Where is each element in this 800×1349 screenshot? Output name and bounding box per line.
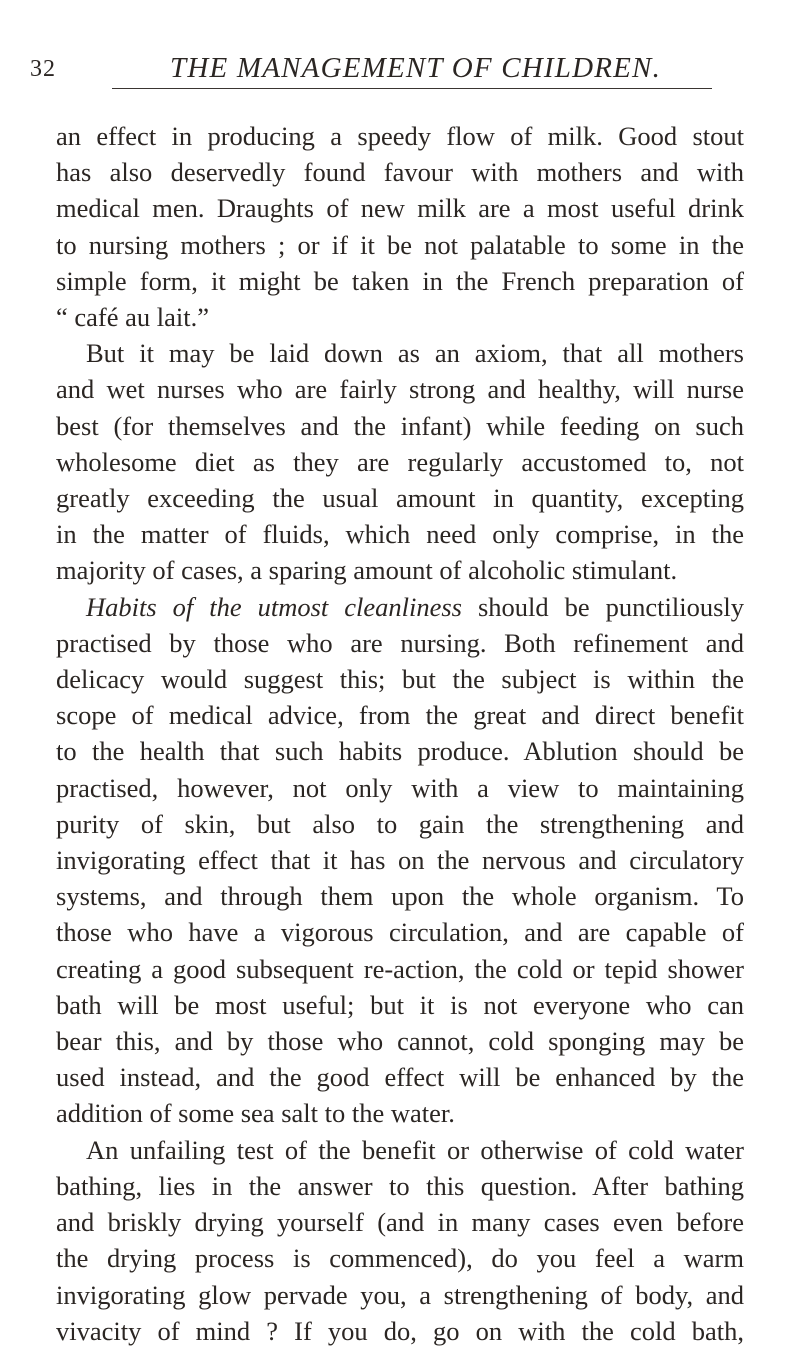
text-line: and wet nurses who are fairly strong and healthy, will nurse: [56, 374, 744, 405]
page-number: 32: [30, 56, 56, 82]
text-line: greatly exceeding the usual amount in quantity, excepting: [56, 483, 744, 514]
body-text: [56, 118, 744, 1349]
text-line: purity of skin, but also to gain the strengthening and: [56, 808, 744, 839]
paragraph-2: [56, 335, 744, 588]
text-line: majority of cases, a sparing amount of alcoholic stimulant.: [56, 555, 678, 586]
text-line: the drying process is commenced), do you feel a warm: [56, 1243, 744, 1274]
header-rule: [112, 88, 712, 89]
text-line: But it may be laid down as an axiom, that all mothers: [86, 338, 744, 369]
text-line: scope of medical advice, from the great and direct benefit: [56, 700, 744, 731]
text-line: invigorating effect that it has on the nervous and circulatory: [56, 845, 744, 876]
text-line: addition of some sea salt to the water.: [56, 1098, 455, 1129]
text-line: practised, however, not only with a view to maintaining: [56, 772, 744, 803]
text-line: creating a good subsequent re-action, the cold or tepid shower: [56, 953, 744, 984]
text-line: simple form, it might be taken in the French preparation of: [56, 265, 744, 296]
text-line: an effect in producing a speedy flow of milk. Good stout: [56, 121, 744, 151]
text-line: to nursing mothers ; or if it be not palatable to some in the: [56, 229, 744, 260]
paragraph-1: [56, 118, 744, 335]
paragraph-4: [56, 1132, 744, 1349]
text-line: invigorating glow pervade you, a strengthening of body, and: [56, 1279, 744, 1310]
text-line: to the health that such habits produce. Ablution should be: [56, 736, 744, 767]
text-line: “ café au lait.”: [56, 302, 209, 333]
text-line: bathing, lies in the answer to this question. After bathing: [56, 1170, 744, 1201]
text-line: and briskly drying yourself (and in many cases even before: [56, 1207, 744, 1238]
text-line: in the matter of fluids, which need only comprise, in the: [56, 519, 744, 550]
text-line: vivacity of mind ? If you do, go on with the cold bath,: [56, 1315, 744, 1346]
text-line: has also deservedly found favour with mothers and with: [56, 157, 744, 188]
page-header: [30, 50, 770, 90]
text-line: medical men. Draughts of new milk are a most useful drink: [56, 193, 744, 224]
text-line: systems, and through them upon the whole organism. To: [56, 881, 744, 912]
text-line: bath will be most useful; but it is not everyone who can: [56, 989, 744, 1020]
text-line: best (for themselves and the infant) while feeding on such: [56, 410, 744, 441]
text-line: [56, 589, 744, 625]
text-line: An unfailing test of the benefit or otherwise of cold water: [86, 1134, 744, 1165]
text-line: wholesome diet as they are regularly accustomed to, not: [56, 446, 744, 477]
italic-phrase: Habits of the utmost cleanliness: [86, 591, 462, 622]
running-head: THE MANAGEMENT OF CHILDREN.: [170, 52, 662, 84]
text-line: used instead, and the good effect will be enhanced by the: [56, 1062, 744, 1093]
text-line: those who have a vigorous circulation, and are capable of: [56, 917, 744, 948]
text-fragment: should be punctiliously: [462, 591, 745, 622]
text-line: delicacy would suggest this; but the subject is within the: [56, 664, 744, 695]
text-line: practised by those who are nursing. Both refinement and: [56, 627, 744, 658]
paragraph-3: [56, 589, 744, 1132]
text-line: bear this, and by those who cannot, cold sponging may be: [56, 1026, 744, 1057]
